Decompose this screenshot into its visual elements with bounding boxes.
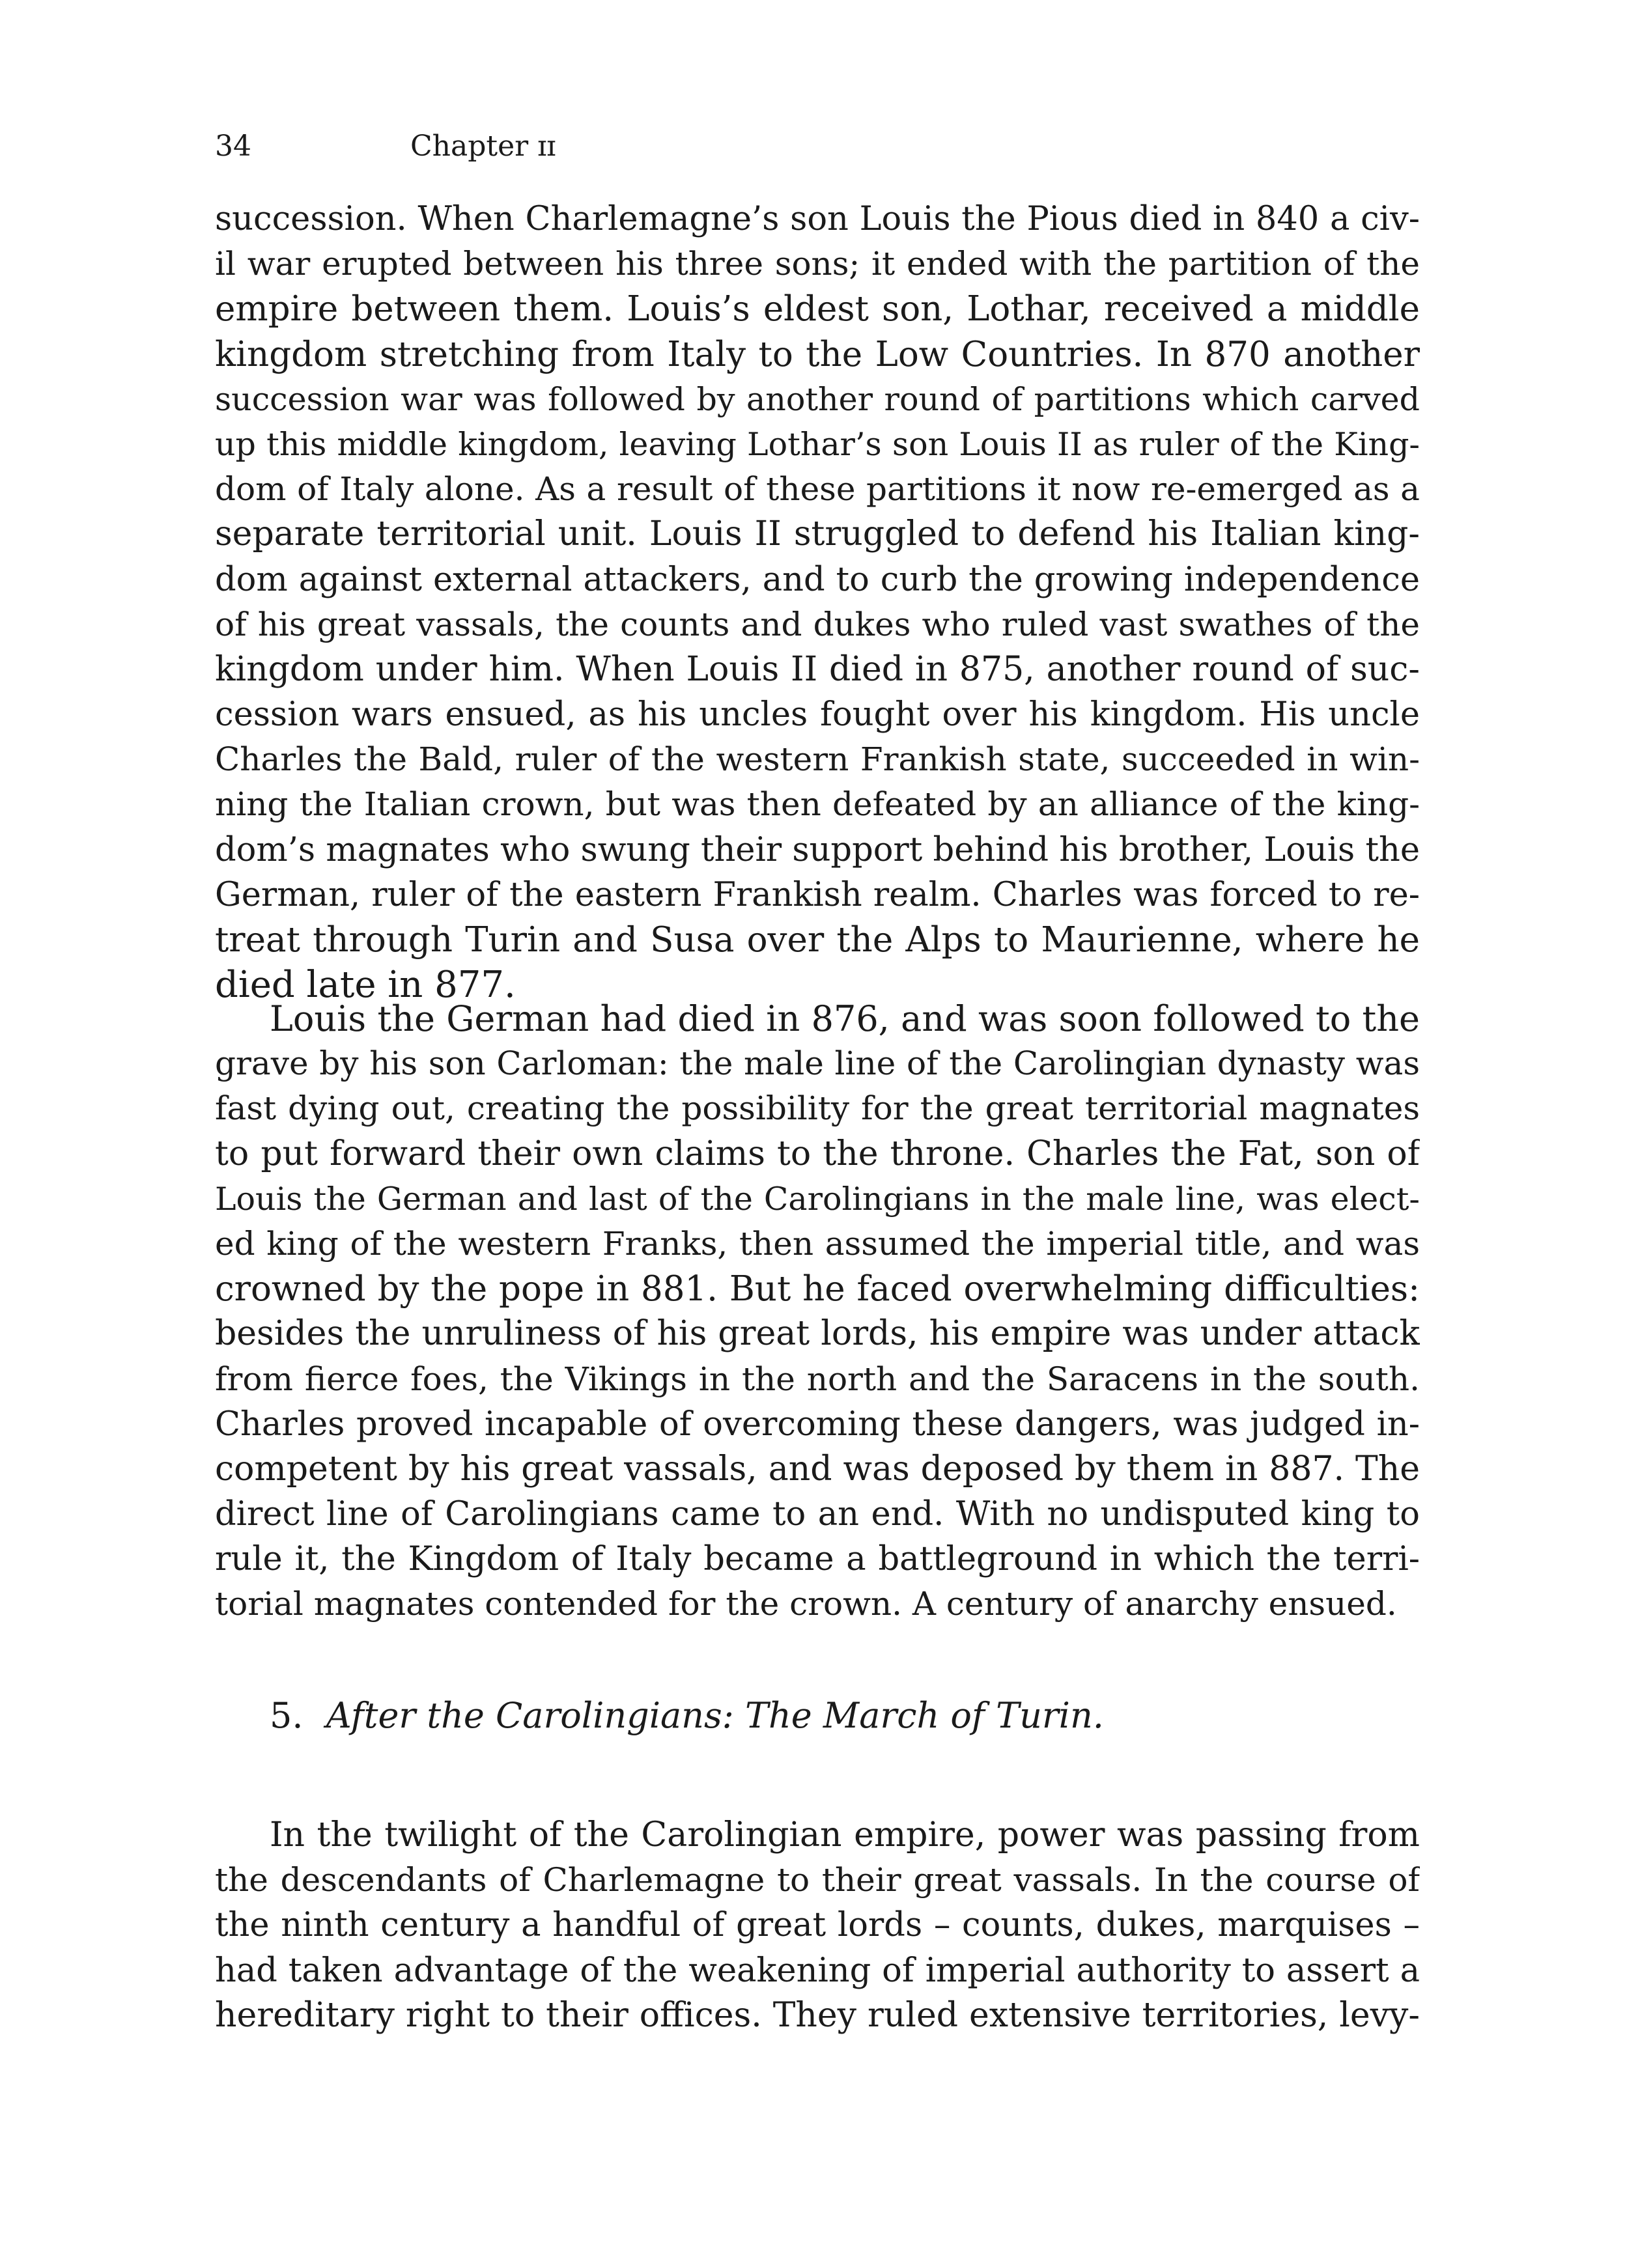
text-line: had taken advantage of the weakening of imperial authority to assert a xyxy=(215,1951,1420,1990)
text-line: Louis the German had died in 876, and was soon followed to the xyxy=(270,998,1420,1039)
text-line: grave by his son Carloman: the male line of the Carolingian dynasty was xyxy=(215,1044,1420,1083)
text-line: ning the Italian crown, but was then defeated by an alliance of the king- xyxy=(215,785,1420,824)
text-line: dom’s magnates who swung their support behind his brother, Louis the xyxy=(215,830,1420,869)
text-line: torial magnates contended for the crown. A century of anarchy ensued. xyxy=(215,1585,1397,1623)
text-line: il war erupted between his three sons; it ended with the partition of the xyxy=(215,245,1420,283)
text-line: kingdom under him. When Louis II died in 875, another round of suc- xyxy=(215,649,1420,689)
text-line: the descendants of Charlemagne to their great vassals. In the course of xyxy=(215,1861,1420,1899)
text-line: In the twilight of the Carolingian empire, power was passing from xyxy=(270,1815,1420,1855)
text-line: German, ruler of the eastern Frankish realm. Charles was forced to re- xyxy=(215,875,1420,914)
text-line: besides the unruliness of his great lords, his empire was under attack xyxy=(215,1314,1420,1354)
text-line: of his great vassals, the counts and dukes who ruled vast swathes of the xyxy=(215,605,1420,643)
text-line: separate territorial unit. Louis II struggled to defend his Italian king- xyxy=(215,514,1420,554)
text-line: treat through Turin and Susa over the Alps to Maurienne, where he xyxy=(215,920,1420,960)
text-line: to put forward their own claims to the throne. Charles the Fat, son of xyxy=(215,1134,1420,1173)
text-line: direct line of Carolingians came to an end. With no undisputed king to xyxy=(215,1495,1420,1534)
text-line: fast dying out, creating the possibility for the great territorial magnates xyxy=(215,1089,1420,1128)
text-line: dom of Italy alone. As a result of these partitions it now re-emerged as a xyxy=(215,470,1420,509)
page-number: 34 xyxy=(215,130,251,163)
text-line: succession war was followed by another round of partitions which carved xyxy=(215,380,1420,418)
text-line: Charles the Bald, ruler of the western Frankish state, succeeded in win- xyxy=(215,740,1420,779)
text-line: Charles proved incapable of overcoming these dangers, was judged in- xyxy=(215,1405,1420,1444)
chapter-label: Chapter ɪɪ xyxy=(410,130,556,163)
text-line: dom against external attackers, and to curb the growing independence xyxy=(215,560,1420,599)
text-line: the ninth century a handful of great lords – counts, dukes, marquises – xyxy=(215,1906,1420,1945)
text-line: succession. When Charlemagne’s son Louis the Pious died in 840 a civ- xyxy=(215,200,1420,238)
text-line: died late in 877. xyxy=(215,964,516,1007)
text-line: crowned by the pope in 881. But he faced overwhelming difficulties: xyxy=(215,1269,1420,1309)
text-line: up this middle kingdom, leaving Lothar’s son Louis II as ruler of the King- xyxy=(215,425,1420,463)
text-line: rule it, the Kingdom of Italy became a battleground in which the terri- xyxy=(215,1540,1420,1579)
text-line: ed king of the western Franks, then assumed the imperial title, and was xyxy=(215,1224,1420,1263)
text-line: competent by his great vassals, and was deposed by them in 887. The xyxy=(215,1449,1420,1489)
text-line: kingdom stretching from Italy to the Low Countries. In 870 another xyxy=(215,334,1420,374)
section-heading xyxy=(270,1690,1416,1742)
paragraph-1 xyxy=(215,197,1420,1007)
running-head xyxy=(215,124,1420,169)
text-line: hereditary right to their offices. They ruled extensive territories, levy- xyxy=(215,1995,1420,2035)
section-number: 5. xyxy=(270,1695,304,1736)
text-line: empire between them. Louis’s eldest son, Lothar, received a middle xyxy=(215,289,1420,329)
paragraph-3 xyxy=(215,1813,1420,2038)
text-line: cession wars ensued, as his uncles fought over his kingdom. His uncle xyxy=(215,695,1420,735)
section-title: After the Carolingians: The March of Turin. xyxy=(326,1695,1104,1736)
text-line: from fierce foes, the Vikings in the north and the Saracens in the south. xyxy=(215,1360,1420,1398)
paragraph-2 xyxy=(215,996,1420,1627)
text-line: Louis the German and last of the Carolingians in the male line, was elect- xyxy=(215,1180,1420,1218)
